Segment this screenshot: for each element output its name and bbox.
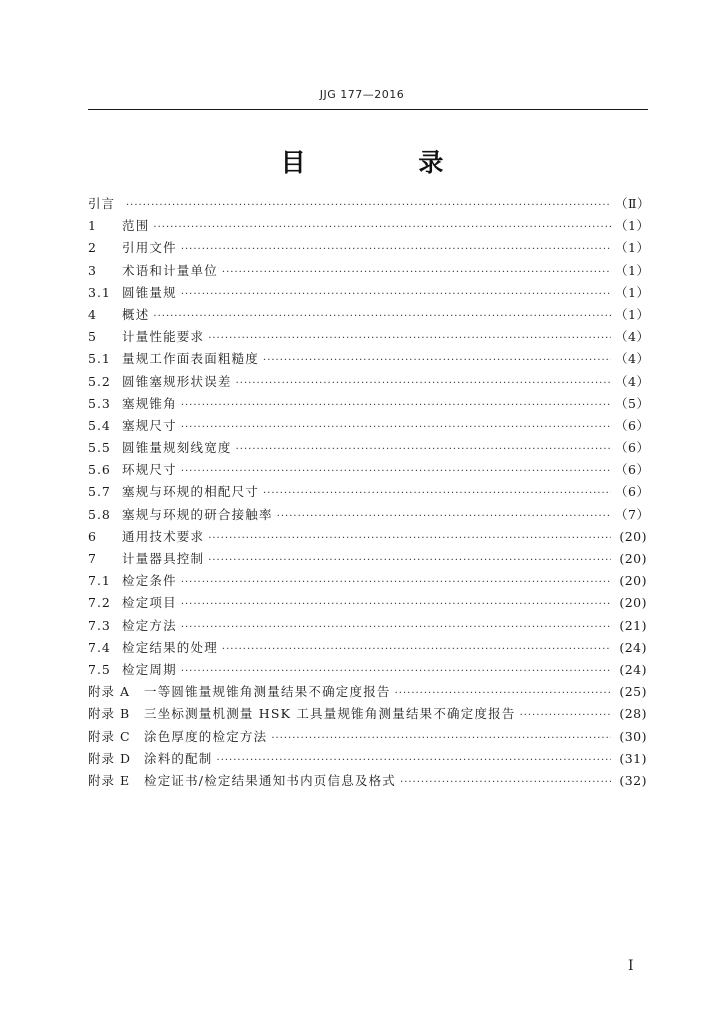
dot-leader [181, 661, 611, 683]
dot-leader [181, 617, 611, 639]
toc-entry-page: (24) [619, 639, 647, 655]
toc-entry-7[interactable] [88, 548, 647, 570]
toc-entry-page: (30) [619, 728, 647, 744]
toc-entry-number: 5.1 [88, 351, 111, 367]
toc-entry-3-1[interactable] [88, 282, 650, 304]
dot-leader [208, 550, 611, 572]
toc-entry-title: 检定方法 [122, 617, 177, 633]
toc-entry-5-7[interactable] [88, 481, 650, 503]
toc-entry-title: 三坐标测量机测量 HSK 工具量规锥角测量结果不确定度报告 [144, 706, 516, 722]
toc-entry-page: (31) [619, 750, 647, 766]
dot-leader [181, 594, 611, 616]
toc-entry-page: (21) [619, 617, 647, 633]
toc-entry-number: 4 [88, 306, 97, 322]
toc-entry-page: （5） [615, 395, 650, 411]
toc-entry-number: 7.2 [88, 595, 111, 611]
toc-entry-title: 检定结果的处理 [122, 639, 218, 655]
dot-leader [126, 195, 611, 217]
toc-entry-page: (20) [619, 551, 647, 566]
toc-entry-title: 塞规尺寸 [122, 417, 177, 433]
standard-code-header: JJG 177—2016 [319, 88, 405, 101]
toc-entry-number: 5 [88, 329, 97, 345]
toc-entry-number: 附录 A [88, 684, 131, 700]
toc-entry-title: 范围 [122, 218, 150, 234]
toc-entry-title: 涂色厚度的检定方法 [144, 728, 268, 744]
toc-entry-appendix-e[interactable] [88, 770, 647, 792]
toc-entry-number: 附录 B [88, 706, 131, 722]
toc-entry-page: (32) [619, 772, 647, 788]
toc-entry-7-1[interactable] [88, 570, 647, 592]
toc-entry-page: （1） [615, 218, 650, 234]
toc-entry-page: （7） [615, 506, 650, 522]
dot-leader [263, 350, 611, 372]
dot-leader [153, 306, 611, 328]
toc-entry-number: 7.3 [88, 617, 111, 633]
toc-entry-title: 涂料的配制 [144, 750, 213, 766]
toc-entry-title: 圆锥塞规形状误差 [122, 373, 232, 389]
dot-leader [181, 461, 611, 483]
toc-entry-number: 5.2 [88, 373, 111, 389]
toc-entry-4[interactable] [88, 304, 650, 326]
toc-entry-title: 计量器具控制 [122, 551, 205, 566]
toc-entry-page: （4） [615, 329, 650, 345]
toc-entry-number: 5.5 [88, 440, 111, 456]
toc-entry-7-5[interactable] [88, 659, 647, 681]
toc-entry-5-8[interactable] [88, 504, 650, 526]
toc-entry-title: 一等圆锥量规锥角测量结果不确定度报告 [144, 684, 391, 700]
toc-entry-number: 5.8 [88, 506, 111, 522]
toc-entry-number: 引言 [88, 196, 116, 211]
toc-entry-page: （6） [615, 440, 650, 456]
toc-entry-5-2[interactable] [88, 371, 650, 393]
toc-entry-5-5[interactable] [88, 437, 650, 459]
toc-entry-number: 5.7 [88, 484, 111, 500]
toc-entry-page: （1） [615, 284, 650, 300]
toc-entry-title: 通用技术要求 [122, 528, 205, 544]
toc-entry-title: 塞规与环规的研合接触率 [122, 506, 273, 522]
toc-entry-foreword[interactable] [88, 193, 650, 215]
dot-leader [400, 772, 611, 794]
toc-entry-page: (25) [619, 684, 647, 700]
toc-entry-page: (24) [619, 661, 647, 677]
toc-entry-5[interactable] [88, 326, 650, 348]
table-of-contents [88, 193, 650, 792]
toc-entry-5-3[interactable] [88, 393, 650, 415]
toc-entry-2[interactable] [88, 237, 650, 259]
toc-entry-title: 检定项目 [122, 595, 177, 611]
toc-entry-title: 概述 [122, 306, 150, 322]
toc-entry-title: 计量性能要求 [122, 329, 205, 345]
toc-entry-number: 2 [88, 240, 97, 256]
toc-entry-5-6[interactable] [88, 459, 650, 481]
dot-leader [208, 528, 611, 550]
page-title: 目 录 [280, 148, 496, 177]
dot-leader [236, 373, 611, 395]
toc-entry-number: 3.1 [88, 284, 111, 300]
toc-entry-6[interactable] [88, 526, 647, 548]
header-divider [88, 109, 648, 110]
toc-entry-number: 附录 E [88, 772, 131, 788]
toc-entry-page: （6） [615, 484, 650, 500]
dot-leader [222, 262, 611, 284]
toc-entry-number: 附录 C [88, 728, 131, 744]
toc-entry-page: （1） [615, 240, 650, 256]
toc-entry-5-4[interactable] [88, 415, 650, 437]
toc-entry-number: 7.4 [88, 639, 111, 655]
toc-entry-page: (20) [619, 595, 647, 611]
toc-entry-1[interactable] [88, 215, 650, 237]
toc-entry-number: 7.5 [88, 661, 111, 677]
toc-entry-number: 7.1 [88, 573, 111, 589]
toc-entry-title: 检定条件 [122, 573, 177, 589]
toc-entry-7-4[interactable] [88, 637, 647, 659]
toc-entry-appendix-a[interactable] [88, 681, 647, 703]
toc-entry-number: 3 [88, 262, 97, 278]
toc-entry-7-3[interactable] [88, 615, 647, 637]
toc-entry-title: 量规工作面表面粗糙度 [122, 351, 260, 367]
dot-leader [277, 506, 611, 528]
page-number: I [628, 958, 634, 974]
toc-entry-appendix-d[interactable] [88, 748, 647, 770]
dot-leader [395, 683, 611, 705]
dot-leader [208, 328, 611, 350]
toc-entry-number: 附录 D [88, 750, 131, 766]
toc-entry-title: 检定周期 [122, 661, 177, 677]
toc-entry-7-2[interactable] [88, 592, 647, 614]
dot-leader [153, 217, 611, 239]
dot-leader [222, 639, 611, 661]
dot-leader [181, 239, 611, 261]
dot-leader [181, 395, 611, 417]
dot-leader [181, 284, 611, 306]
toc-entry-number: 5.4 [88, 417, 111, 433]
toc-entry-appendix-c[interactable] [88, 726, 647, 748]
dot-leader [520, 705, 611, 727]
toc-entry-title: 引用文件 [122, 240, 177, 256]
toc-entry-page: （4） [615, 351, 650, 367]
toc-entry-title: 检定证书/检定结果通知书内页信息及格式 [144, 772, 397, 788]
dot-leader [236, 439, 611, 461]
toc-entry-page: (20) [619, 573, 647, 589]
toc-entry-page: (20) [619, 528, 647, 544]
dot-leader [271, 728, 611, 750]
toc-entry-3[interactable] [88, 260, 650, 282]
toc-entry-title: 圆锥量规刻线宽度 [122, 440, 232, 456]
toc-entry-page: （4） [615, 373, 650, 389]
toc-entry-5-1[interactable] [88, 348, 650, 370]
dot-leader [217, 750, 611, 772]
toc-entry-page: （6） [615, 417, 650, 433]
toc-entry-page: (28) [619, 706, 647, 722]
toc-entry-number: 1 [88, 218, 97, 234]
toc-entry-number: 6 [88, 528, 97, 544]
dot-leader [263, 483, 611, 505]
toc-entry-page: （6） [615, 462, 650, 478]
toc-entry-page: （Ⅱ） [615, 196, 650, 211]
toc-entry-number: 7 [88, 551, 97, 566]
dot-leader [181, 572, 611, 594]
dot-leader [181, 417, 611, 439]
toc-entry-title: 塞规与环规的相配尺寸 [122, 484, 260, 500]
toc-entry-title: 环规尺寸 [122, 462, 177, 478]
toc-entry-title: 术语和计量单位 [122, 262, 218, 278]
toc-entry-title: 圆锥量规 [122, 284, 177, 300]
toc-entry-title: 塞规锥角 [122, 395, 177, 411]
toc-entry-number: 5.6 [88, 462, 111, 478]
toc-entry-page: （1） [615, 306, 650, 322]
toc-entry-appendix-b[interactable] [88, 703, 647, 725]
toc-entry-number: 5.3 [88, 395, 111, 411]
toc-entry-page: （1） [615, 262, 650, 278]
